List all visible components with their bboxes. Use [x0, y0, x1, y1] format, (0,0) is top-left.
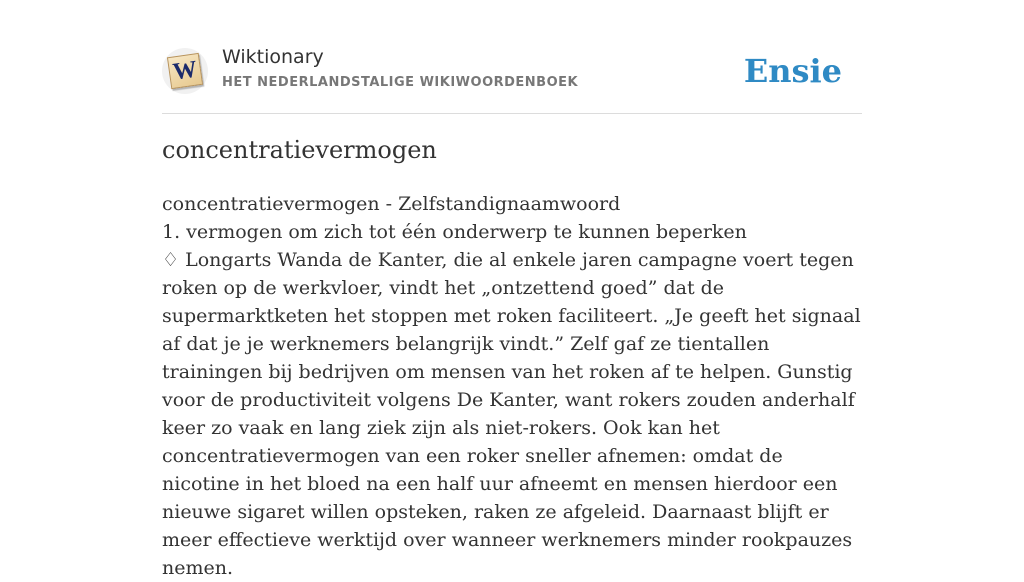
- header-divider: [162, 113, 862, 114]
- definition-text: 1. vermogen om zich tot één onderwerp te kunnen beperken: [162, 221, 747, 243]
- ensie-brand-link[interactable]: Ensie: [743, 52, 842, 90]
- site-tagline: HET NEDERLANDSTALIGE WIKIWOORDENBOEK: [222, 75, 579, 90]
- part-of-speech-line: concentratievermogen - Zelfstandignaamwoord: [162, 193, 621, 215]
- example-text: ♢ Longarts Wanda de Kanter, die al enkele jaren campagne voert tegen roken op de werkvloer, vindt het „ontzettend goed” dat de supermarktketen het stoppen met roken faciliteert. „Je geeft het signaal af dat je je werknemers belangrijk vindt.” Zelf gaf ze tientallen trainingen bij bedrijven om mensen van het roken af te helpen. Gunstig voor de productiviteit volgens De Kanter, want rokers zouden anderhalf keer zo vaak en lang ziek zijn als niet-rokers. Ook kan het concentratievermogen van een roker sneller afnemen: omdat de nicotine in het bloed na een half uur afneemt en mensen hierdoor een nieuwe sigaret willen opsteken, raken ze afgeleid. Daarnaast blijft er meer effectieve werktijd over wanneer werknemers minder rookpauzes nemen.: [162, 249, 861, 579]
- site-name[interactable]: Wiktionary: [222, 46, 324, 68]
- page-title: concentratievermogen: [162, 136, 437, 164]
- logo-letter: W: [171, 55, 199, 86]
- entry-content: [162, 190, 864, 582]
- wiktionary-logo-tile-icon: [167, 53, 203, 89]
- site-header: [162, 44, 862, 114]
- wiktionary-logo[interactable]: [162, 48, 208, 94]
